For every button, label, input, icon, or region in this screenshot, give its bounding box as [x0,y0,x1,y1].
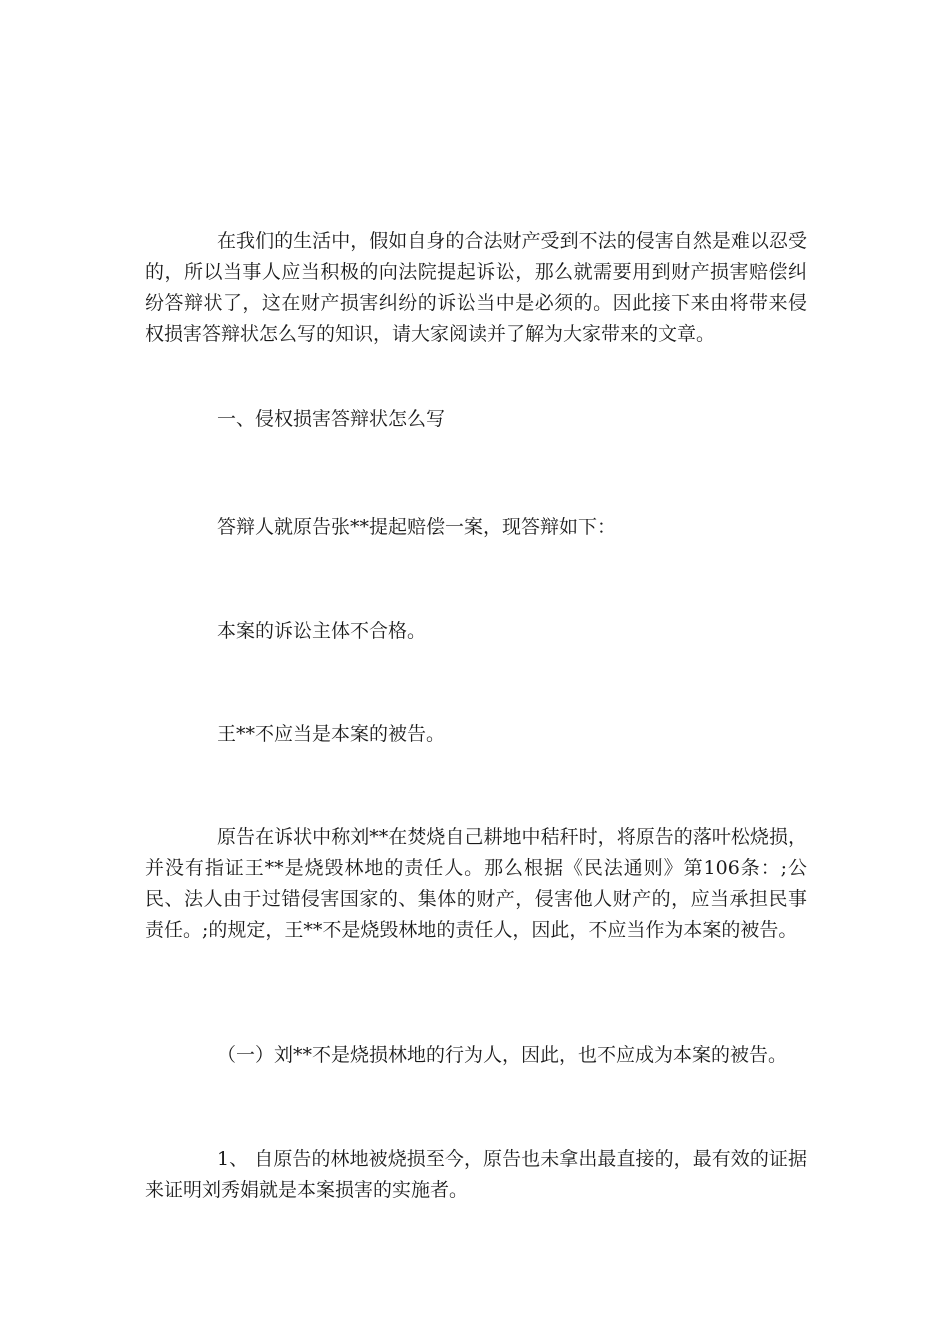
point-wang-not-defendant: 王**不应当是本案的被告。 [217,723,446,745]
point-subject-unqualified: 本案的诉讼主体不合格。 [217,620,427,642]
section-heading: 一、侵权损害答辩状怎么写 [217,408,446,430]
intro-paragraph: 在我们的生活中，假如自身的合法财产受到不法的侵害自然是难以忍受的，所以当事人应当积极的向法院提起诉讼，那么就需要用到财产损害赔偿纠纷答辩状了，这在财产损害纠纷的诉讼当中是必须的。因此接下来由将带来侵权损害答辩状怎么写的知识，请大家阅读并了解为大家带来的文章。 [145,230,807,345]
defense-statement: 答辩人就原告张**提起赔偿一案，现答辩如下： [217,516,617,538]
evidence-paragraph: 1、 自原告的林地被烧损至今，原告也未拿出最直接的，最有效的证据来证明刘秀娟就是本案损害的实施者。 [145,1148,807,1201]
argument-paragraph: 原告在诉状中称刘**在焚烧自己耕地中秸秆时，将原告的落叶松烧损，并没有指证王**是烧毁林地的责任人。那么根据《民法通则》第106条：;公民、法人由于过错侵害国家的、集体的财产，侵害他人财产的，应当承担民事责任。;的规定，王**不是烧毁林地的责任人，因此，不应当作为本案的被告。 [145,826,807,941]
subsection-liu-not-actor: （一）刘**不是烧损林地的行为人，因此，也不应成为本案的被告。 [217,1044,788,1066]
